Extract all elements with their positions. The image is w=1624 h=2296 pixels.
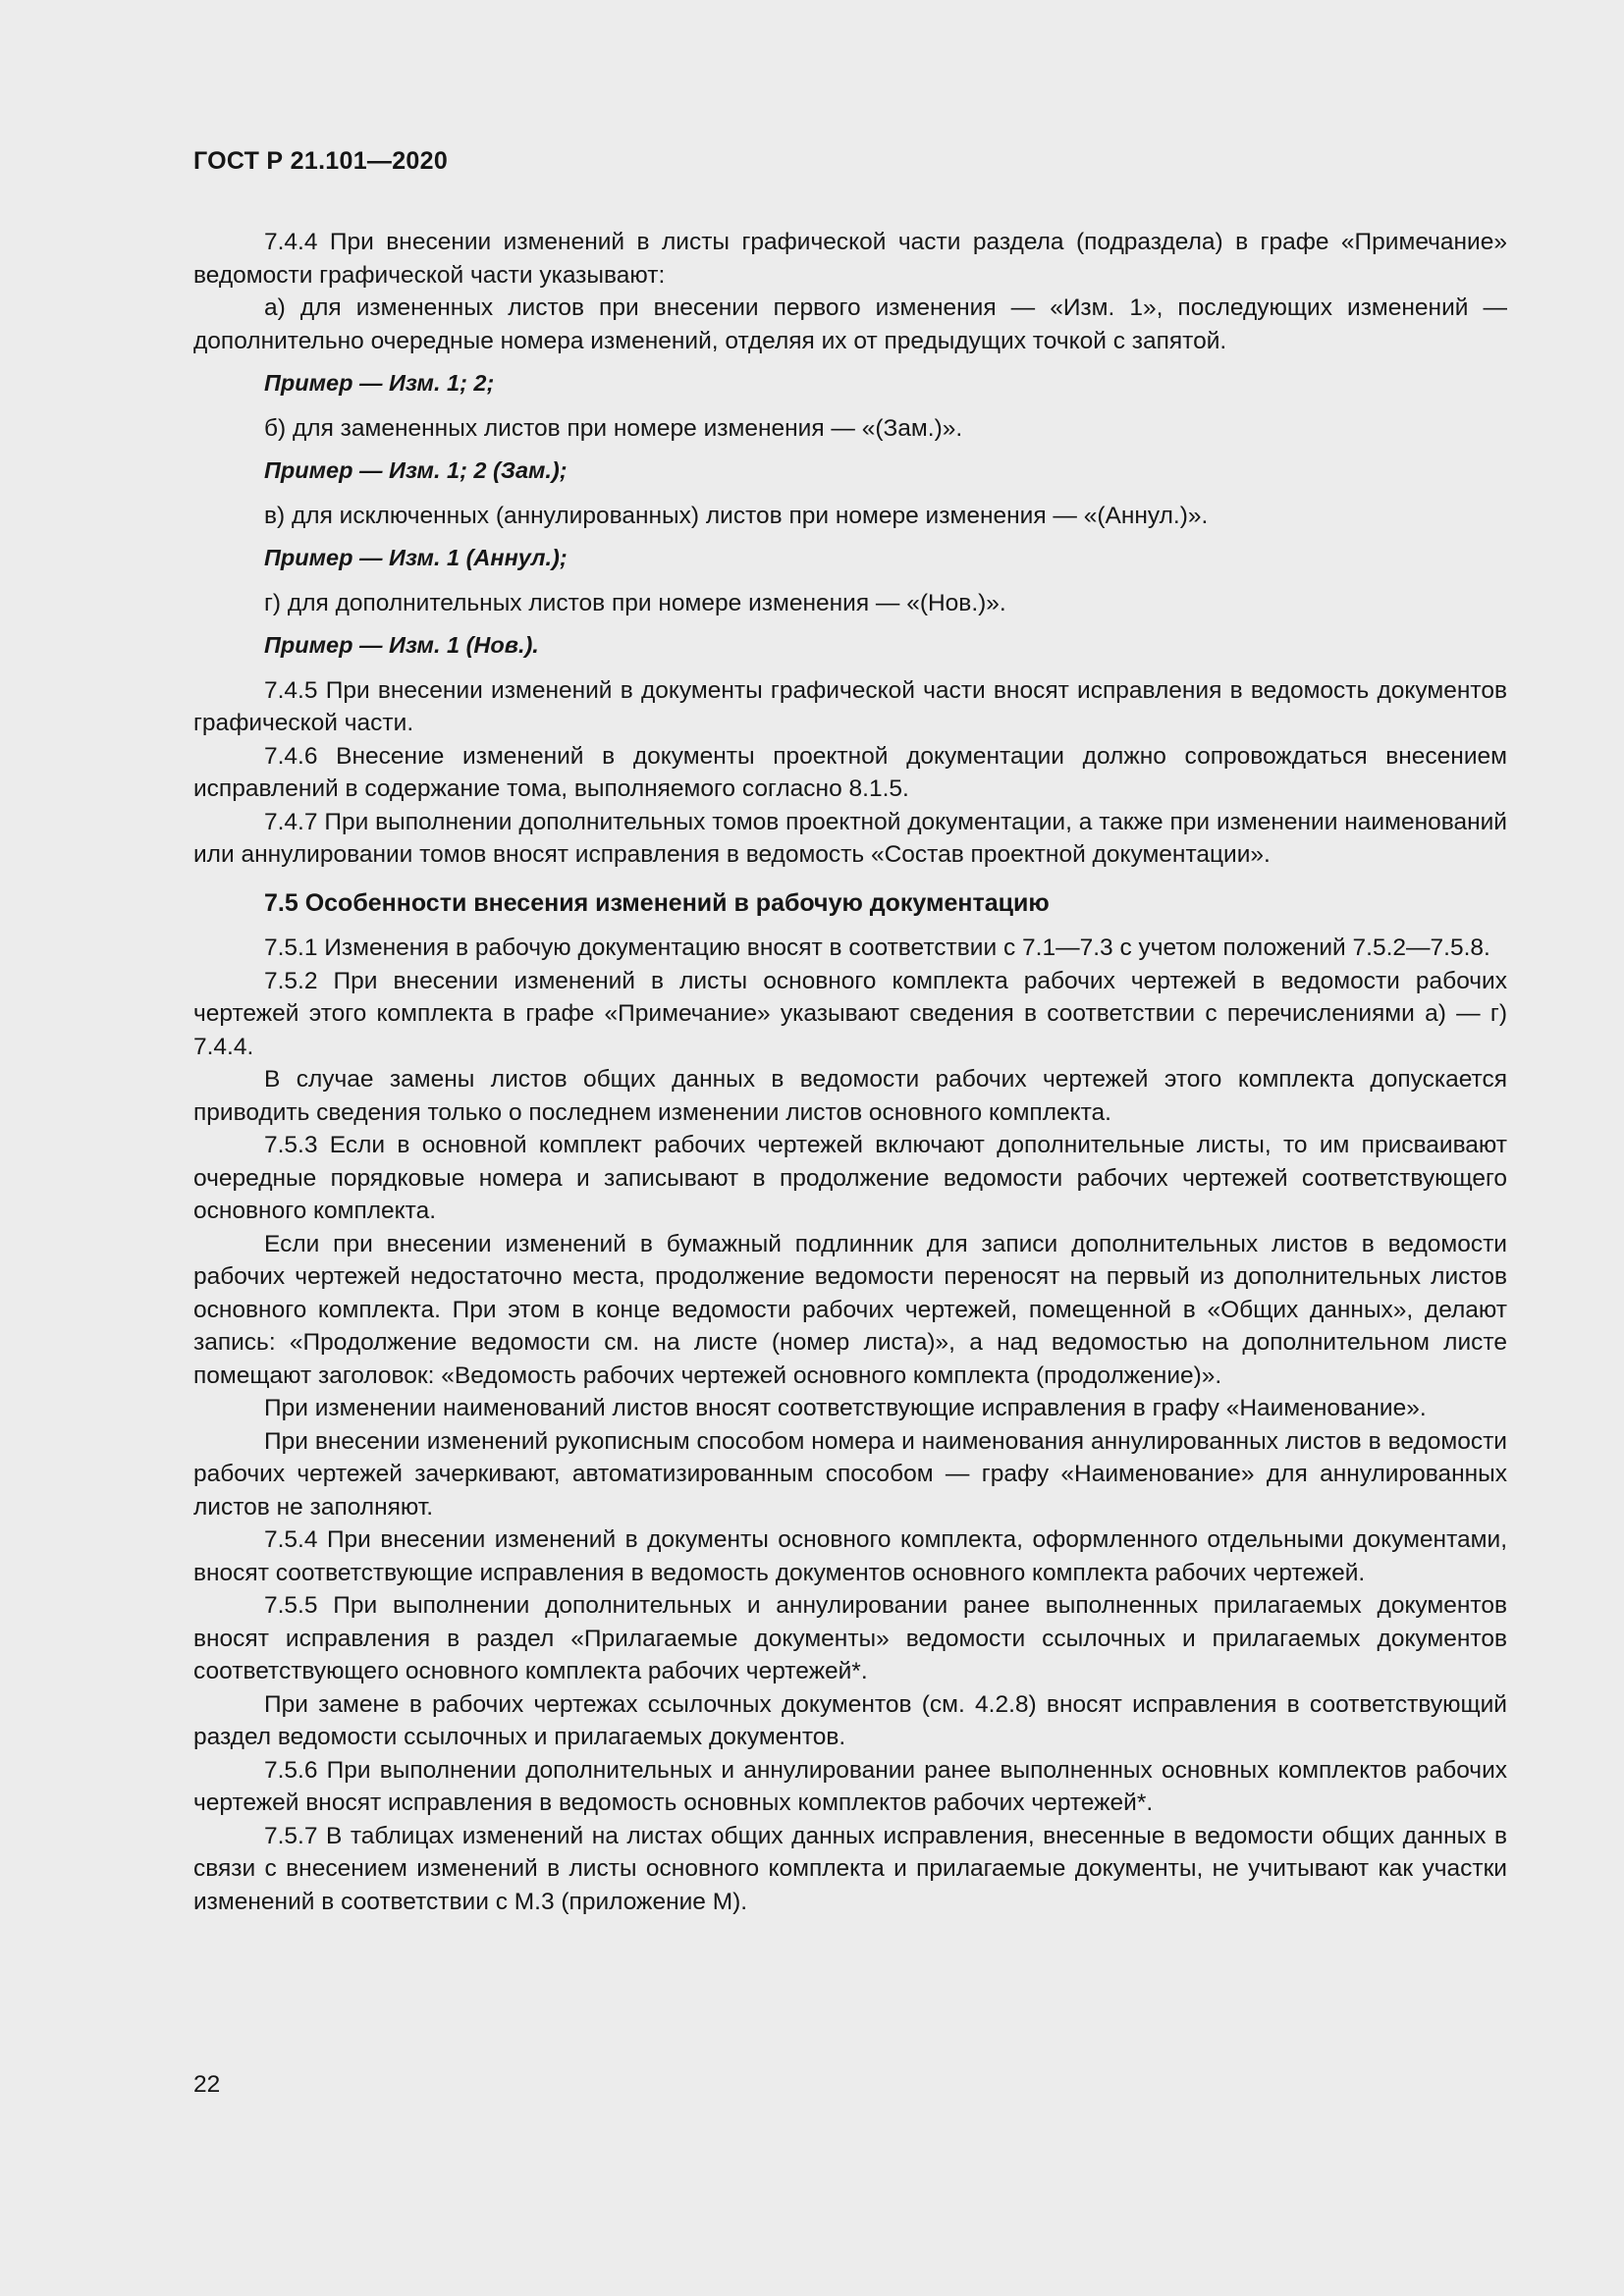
paragraph-7-5-1: 7.5.1 Изменения в рабочую документацию вносят в соответствии с 7.1—7.3 с учетом положений 7.5.2—7.5.8. [264, 934, 1490, 961]
paragraph-7-5-6: 7.5.6 При выполнении дополнительных и аннулировании ранее выполненных основных комплектов рабочих чертежей вносят исправления в ведомость основных комплектов рабочих чертежей*. [193, 1756, 1507, 1816]
list-item-a: а) для измененных листов при внесении первого изменения — «Изм. 1», последующих изменений — дополнительно очередные номера изменений, отделяя их от предыдущих точкой с запятой. [193, 294, 1507, 354]
list-item-b: б) для замененных листов при номере изменения — «(Зам.)». [264, 414, 963, 442]
paragraph-7-5-3: 7.5.3 Если в основной комплект рабочих чертежей включают дополнительные листы, то им присваивают очередные порядковые номера и записывают в продолжение ведомости рабочих чертежей соответствующего основного комплекта. [193, 1132, 1507, 1224]
example-a: Пример — Изм. 1; 2; [264, 370, 495, 396]
paragraph-7-5-5: 7.5.5 При выполнении дополнительных и аннулировании ранее выполненных прилагаемых документов вносят исправления в раздел «Прилагаемые документы» ведомости ссылочных и прилагаемых документов соответствующего основного комплекта рабочих чертежей*. [193, 1592, 1507, 1684]
paragraph-7-4-6: 7.4.6 Внесение изменений в документы проектной документации должно сопровождаться внесением исправлений в содержание тома, выполняемого согласно 8.1.5. [193, 742, 1507, 802]
list-item-c: в) для исключенных (аннулированных) листов при номере изменения — «(Аннул.)». [264, 502, 1209, 529]
paragraph-7-5-3-rename: При изменении наименований листов вносят соответствующие исправления в графу «Наименование». [264, 1395, 1427, 1421]
section-heading-7-5: 7.5 Особенности внесения изменений в рабочую документацию [264, 888, 1050, 917]
page-content [193, 226, 1507, 1918]
paragraph-7-5-7: 7.5.7 В таблицах изменений на листах общих данных исправления, внесенные в ведомости общих данных в связи с внесением изменений в листы основного комплекта и прилагаемые документы, не учитывают как участки изменений в соответствии с М.3 (приложение М). [193, 1822, 1507, 1915]
example-d: Пример — Изм. 1 (Нов.). [264, 632, 539, 658]
paragraph-7-4-5: 7.4.5 При внесении изменений в документы графической части вносят исправления в ведомость документов графической части. [193, 676, 1507, 736]
paragraph-7-5-3-cont: Если при внесении изменений в бумажный подлинник для записи дополнительных листов в ведомости рабочих чертежей недостаточно места, продолжение ведомости переносят на первый из дополнительных листов основного комплекта. При этом в конце ведомости рабочих чертежей, помещенной в «Общих данных», делают запись: «Продолжение ведомости см. на листе (номер листа)», а над ведомостью на дополнительном листе помещают заголовок: «Ведомость рабочих чертежей основного комплекта (продолжение)». [193, 1230, 1507, 1389]
example-c: Пример — Изм. 1 (Аннул.); [264, 545, 568, 570]
paragraph-7-5-2: 7.5.2 При внесении изменений в листы основного комплекта рабочих чертежей в ведомости рабочих чертежей этого комплекта в графе «Примечание» указывают сведения в соответствии с перечислениями а) — г) 7.4.4. [193, 967, 1507, 1060]
list-item-d: г) для дополнительных листов при номере изменения — «(Нов.)». [264, 589, 1006, 616]
page-number: 22 [193, 2071, 221, 2098]
paragraph-7-5-5-cont: При замене в рабочих чертежах ссылочных документов (см. 4.2.8) вносят исправления в соответствующий раздел ведомости ссылочных и прилагаемых документов. [193, 1690, 1507, 1750]
paragraph-7-4-7: 7.4.7 При выполнении дополнительных томов проектной документации, а также при изменении наименований или аннулировании томов вносят исправления в ведомость «Состав проектной документации». [193, 808, 1507, 868]
paragraph-7-4-4: 7.4.4 При внесении изменений в листы графической части раздела (подраздела) в графе «Примечание» ведомости графической части указывают: [193, 229, 1507, 289]
paragraph-7-5-2-cont: В случае замены листов общих данных в ведомости рабочих чертежей этого комплекта допускается приводить сведения только о последнем изменении листов основного комплекта. [193, 1066, 1507, 1126]
document-code-header: ГОСТ Р 21.101—2020 [193, 147, 449, 175]
paragraph-7-5-4: 7.5.4 При внесении изменений в документы основного комплекта, оформленного отдельными документами, вносят соответствующие исправления в ведомость документов основного комплекта рабочих чертежей. [193, 1526, 1507, 1586]
paragraph-7-5-3-annul: При внесении изменений рукописным способом номера и наименования аннулированных листов в ведомости рабочих чертежей зачеркивают, автоматизированным способом — графу «Наименование» для аннулированных листов не заполняют. [193, 1427, 1507, 1521]
example-b: Пример — Изм. 1; 2 (Зам.); [264, 457, 568, 483]
